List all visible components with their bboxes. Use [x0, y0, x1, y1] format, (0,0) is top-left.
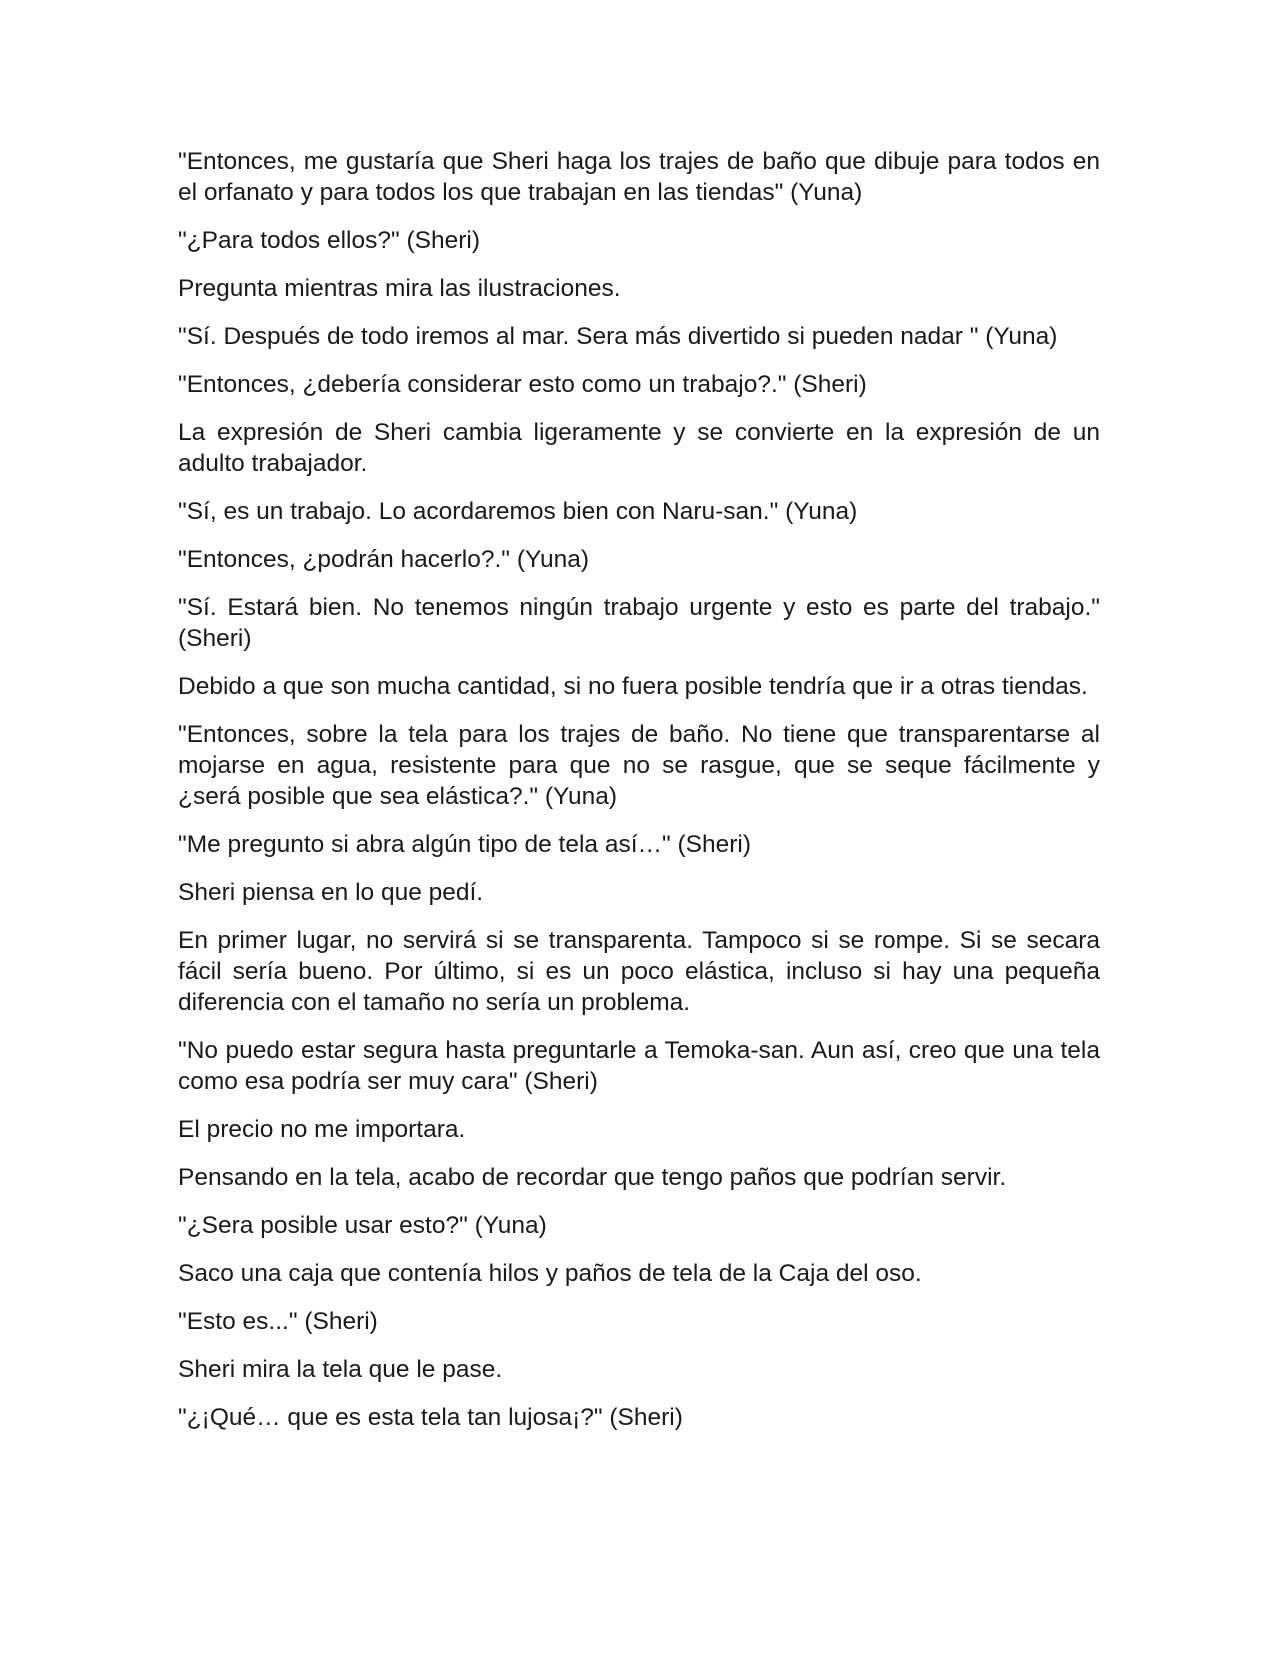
paragraph: Debido a que son mucha cantidad, si no fuera posible tendría que ir a otras tiendas.	[178, 673, 1088, 700]
paragraph: "Entonces, ¿debería considerar esto como un trabajo?." (Sheri)	[178, 371, 867, 398]
paragraph: "¿Para todos ellos?" (Sheri)	[178, 227, 480, 254]
paragraph: "¿Sera posible usar esto?" (Yuna)	[178, 1212, 547, 1239]
paragraph: "No puedo estar segura hasta preguntarle a Temoka-san. Aun así, creo que una tela como esa podría ser muy cara" (Sheri)	[178, 1037, 1100, 1095]
paragraph: "Entonces, sobre la tela para los trajes de baño. No tiene que transparentarse al mojarse en agua, resistente para que no se rasgue, que se seque fácilmente y ¿será posible que sea elástica?." (Yuna)	[178, 721, 1100, 810]
paragraph: En primer lugar, no servirá si se transparenta. Tampoco si se rompe. Si se secara fácil sería bueno. Por último, si es un poco elástica, incluso si hay una pequeña diferencia con el tamaño no sería un problema.	[178, 927, 1100, 1016]
paragraph: "Sí. Después de todo iremos al mar. Sera más divertido si pueden nadar " (Yuna)	[178, 323, 1058, 350]
paragraph: Pregunta mientras mira las ilustraciones.	[178, 275, 621, 302]
paragraph: El precio no me importara.	[178, 1116, 466, 1143]
paragraph: "Entonces, ¿podrán hacerlo?." (Yuna)	[178, 546, 589, 573]
paragraph: "¿¡Qué… que es esta tela tan lujosa¡?" (Sheri)	[178, 1404, 683, 1431]
document-body	[178, 146, 1100, 1450]
paragraph: "Me pregunto si abra algún tipo de tela así…" (Sheri)	[178, 831, 752, 858]
paragraph: Sheri piensa en lo que pedí.	[178, 879, 484, 906]
paragraph: "Entonces, me gustaría que Sheri haga los trajes de baño que dibuje para todos en el orfanato y para todos los que trabajan en las tiendas" (Yuna)	[178, 148, 1100, 206]
paragraph: "Esto es..." (Sheri)	[178, 1308, 378, 1335]
paragraph: Pensando en la tela, acabo de recordar que tengo paños que podrían servir.	[178, 1164, 1007, 1191]
paragraph: "Sí. Estará bien. No tenemos ningún trabajo urgente y esto es parte del trabajo." (Sheri)	[178, 594, 1100, 652]
paragraph: "Sí, es un trabajo. Lo acordaremos bien con Naru-san." (Yuna)	[178, 498, 858, 525]
paragraph: La expresión de Sheri cambia ligeramente y se convierte en la expresión de un adulto trabajador.	[178, 419, 1100, 477]
paragraph: Saco una caja que contenía hilos y paños de tela de la Caja del oso.	[178, 1260, 922, 1287]
paragraph: Sheri mira la tela que le pase.	[178, 1356, 503, 1383]
